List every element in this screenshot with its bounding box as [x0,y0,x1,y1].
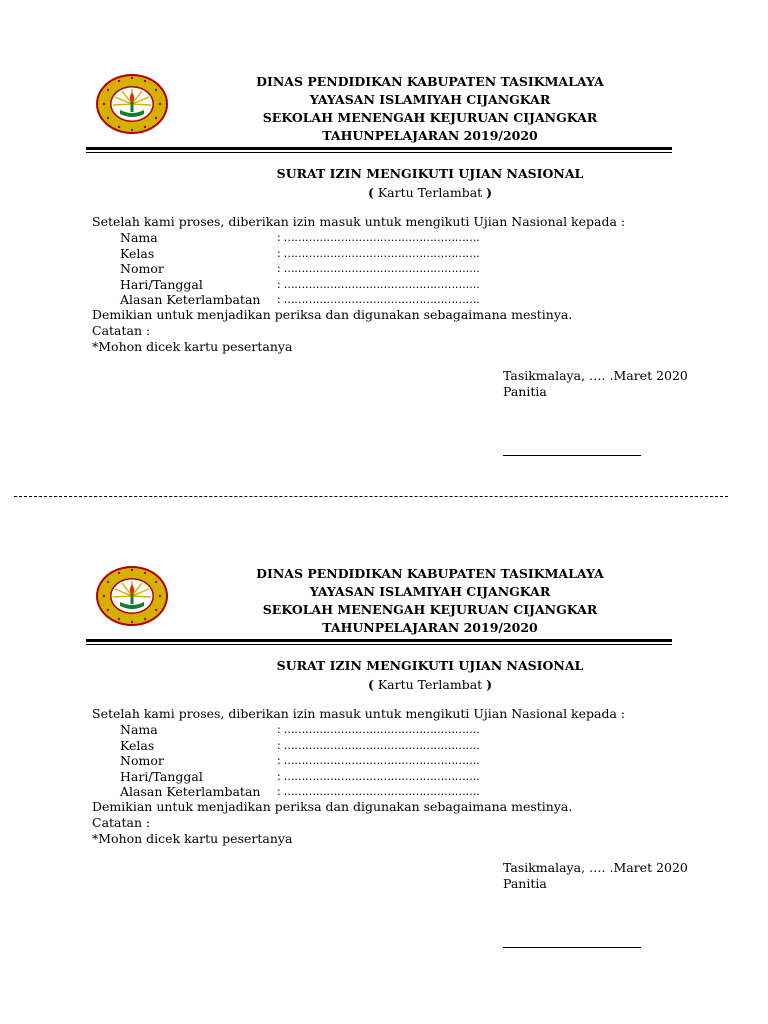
field-blank: : ………………………………………………. [277,723,480,736]
subtitle-close-paren: ) [486,677,493,692]
letterhead-divider-thick [86,639,672,642]
field-blank: : ………………………………………………. [277,769,480,783]
signature-line [503,947,641,948]
closing-text: Demikian untuk menjadikan periksa dan digunakan sebagaimana mestinya. [92,307,573,322]
closing-text: Demikian untuk menjadikan periksa dan digunakan sebagaimana mestinya. [92,799,573,814]
subtitle-open-paren: ( [367,185,374,200]
signature-line [503,455,641,456]
letterhead-line-foundation: YAYASAN ISLAMIYAH CIJANGKAR [309,584,551,599]
letterhead-line-year: TAHUNPELAJARAN 2019/2020 [322,620,538,635]
place-date: Tasikmalaya, …. .Maret 2020 [503,860,688,875]
letter-subtitle [170,676,690,694]
letterhead-line-school: SEKOLAH MENENGAH KEJURUAN CIJANGKAR [262,110,598,125]
field-blank: : ………………………………………………. [277,246,480,260]
subtitle-text: Kartu Terlambat [373,185,487,200]
field-label: Kelas [120,245,155,261]
field-blank: : ………………………………………………. [277,293,480,306]
letter-title: SURAT IZIN MENGIKUTI UJIAN NASIONAL [276,166,584,181]
letterhead-divider-thin [86,644,672,645]
field-blank: : ………………………………………………. [277,231,480,244]
permit-card-top [0,0,768,492]
note-label: Catatan : [92,815,151,830]
field-label: Nomor [120,753,164,768]
note-text: *Mohon dicek kartu pesertanya [92,831,293,846]
letter-title: SURAT IZIN MENGIKUTI UJIAN NASIONAL [276,658,584,673]
letterhead [170,73,690,145]
note-text: *Mohon dicek kartu pesertanya [92,339,293,354]
field-label: Nama [120,230,158,245]
intro-text: Setelah kami proses, diberikan izin masuk untuk mengikuti Ujian Nasional kepada : [92,706,626,721]
letterhead-line-year: TAHUNPELAJARAN 2019/2020 [322,128,538,143]
field-blank: : ………………………………………………. [277,277,480,291]
field-label: Hari/Tanggal [120,276,203,292]
field-blank: : ………………………………………………. [277,738,480,752]
committee-label: Panitia [503,876,547,891]
letterhead-line-school: SEKOLAH MENENGAH KEJURUAN CIJANGKAR [262,602,598,617]
letterhead-divider-thin [86,152,672,153]
field-label: Alasan Keterlambatan [120,784,261,799]
field-label: Alasan Keterlambatan [120,292,261,307]
field-label: Nomor [120,261,164,276]
subtitle-close-paren: ) [486,185,493,200]
letterhead-line-agency: DINAS PENDIDIKAN KABUPATEN TASIKMALAYA [256,566,604,581]
letterhead-line-agency: DINAS PENDIDIKAN KABUPATEN TASIKMALAYA [256,74,604,89]
permit-card-bottom [0,492,768,984]
place-date: Tasikmalaya, …. .Maret 2020 [503,368,688,383]
field-blank: : ………………………………………………. [277,262,480,275]
field-label: Nama [120,722,158,737]
note-label: Catatan : [92,323,151,338]
subtitle-text: Kartu Terlambat [373,677,487,692]
school-emblem-icon [94,564,170,628]
letterhead [170,565,690,637]
field-label: Kelas [120,737,155,753]
letterhead-line-foundation: YAYASAN ISLAMIYAH CIJANGKAR [309,92,551,107]
letterhead-divider-thick [86,147,672,150]
committee-label: Panitia [503,384,547,399]
field-blank: : ………………………………………………. [277,785,480,798]
letter-subtitle [170,184,690,202]
intro-text: Setelah kami proses, diberikan izin masuk untuk mengikuti Ujian Nasional kepada : [92,214,626,229]
field-label: Hari/Tanggal [120,768,203,784]
school-emblem-icon [94,72,170,136]
subtitle-open-paren: ( [367,677,374,692]
field-blank: : ………………………………………………. [277,754,480,767]
